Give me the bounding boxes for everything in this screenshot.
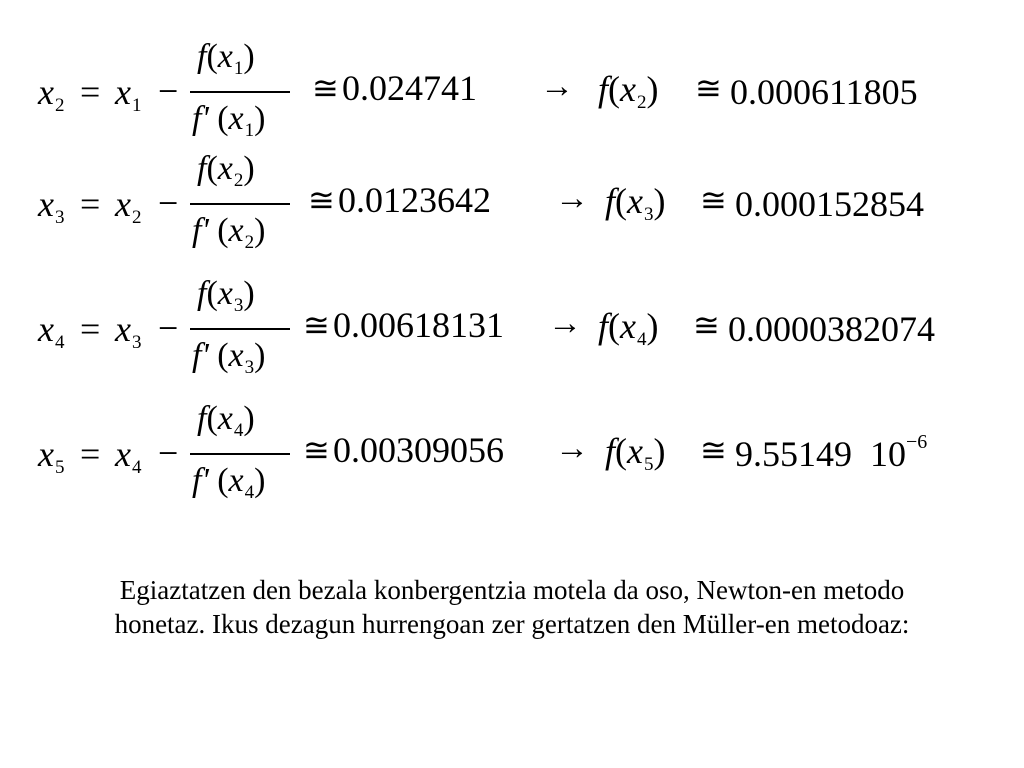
function-value: 9.55149 $10^{-6}$: [735, 431, 928, 474]
lhs-variable: $x_2$: [38, 72, 65, 116]
lhs-variable: $x_3$: [38, 184, 65, 228]
equals-sign: =: [80, 184, 101, 224]
fraction-denominator: f' $(x_2)$: [192, 212, 266, 253]
minus-sign: −: [158, 71, 179, 111]
paragraph-line-2: honetaz. Ikus dezagun hurrengoan zer gertatzen den Müller-en metodoaz:: [114, 609, 910, 639]
minus-sign: −: [158, 308, 179, 348]
function-evaluation: $f(x_3)$: [605, 181, 666, 225]
fraction-numerator: $f(x_2)$: [197, 150, 255, 191]
fraction-denominator: f' $(x_3)$: [192, 337, 266, 378]
minus-sign: −: [158, 183, 179, 223]
fraction-numerator: $f(x_3)$: [197, 275, 255, 316]
fraction-numerator: $f(x_4)$: [197, 400, 255, 441]
function-evaluation: $f(x_4)$: [598, 306, 659, 350]
fraction-denominator: f' $(x_1)$: [192, 100, 266, 141]
previous-iterate: $x_1$: [115, 72, 142, 116]
iterate-value: 0.024741: [342, 68, 477, 108]
previous-iterate: $x_2$: [115, 184, 142, 228]
approx-symbol: ≅: [695, 70, 722, 106]
lhs-variable: $x_5$: [38, 434, 65, 478]
arrow-icon: →: [555, 180, 589, 217]
arrow-icon: →: [540, 68, 574, 105]
equation-row: [0, 152, 1024, 292]
function-value: 0.0000382074: [728, 309, 935, 349]
equation-row: [0, 277, 1024, 417]
fraction-denominator: f' $(x_4)$: [192, 462, 266, 503]
paragraph-line-1: Egiaztatzen den bezala konbergentzia motela da oso, Newton-en metodo: [119, 575, 905, 605]
iterate-value: 0.00618131: [333, 305, 504, 345]
function-value: 0.000152854: [735, 184, 924, 224]
fraction-bar: [190, 453, 290, 455]
equals-sign: =: [80, 309, 101, 349]
approx-symbol: ≅: [700, 432, 727, 468]
previous-iterate: $x_3$: [115, 309, 142, 353]
approx-symbol: ≅: [693, 307, 720, 343]
equals-sign: =: [80, 434, 101, 474]
function-value: 0.000611805: [730, 72, 918, 112]
fraction-bar: [190, 328, 290, 330]
approx-symbol: ≅: [303, 307, 330, 343]
approx-symbol: ≅: [308, 182, 335, 218]
equation-row: [0, 402, 1024, 542]
lhs-variable: $x_4$: [38, 309, 65, 353]
iterate-value: 0.0123642: [338, 180, 491, 220]
exponent: −6: [906, 431, 928, 453]
function-evaluation: $f(x_5)$: [605, 431, 666, 475]
fraction-numerator: $f(x_1)$: [197, 38, 255, 79]
approx-symbol: ≅: [700, 182, 727, 218]
approx-symbol: ≅: [312, 70, 339, 106]
fraction-bar: [190, 203, 290, 205]
iterate-value: 0.00309056: [333, 430, 504, 470]
approx-symbol: ≅: [303, 432, 330, 468]
arrow-icon: →: [548, 305, 582, 342]
function-evaluation: $f(x_2)$: [598, 69, 659, 113]
fraction-bar: [190, 91, 290, 93]
minus-sign: −: [158, 433, 179, 473]
equals-sign: =: [80, 72, 101, 112]
conclusion-paragraph: [0, 573, 1024, 641]
arrow-icon: →: [555, 430, 589, 467]
previous-iterate: $x_4$: [115, 434, 142, 478]
